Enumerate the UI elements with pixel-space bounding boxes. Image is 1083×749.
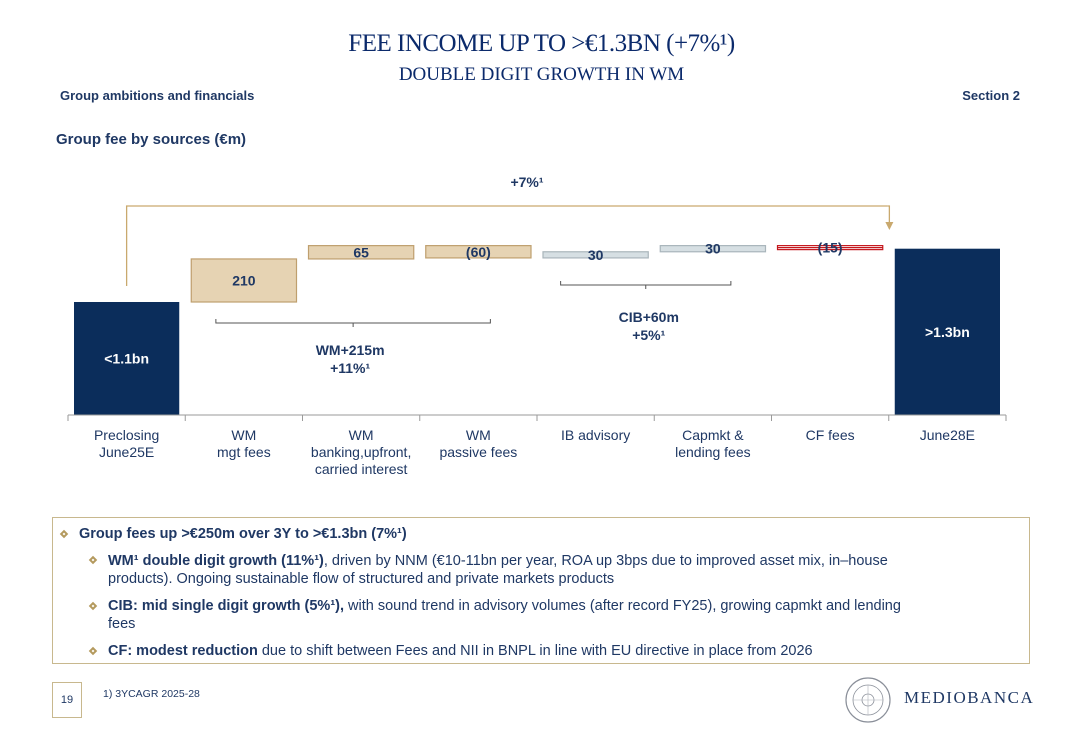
bullet-cf: CF: modest reduction due to shift between Fees and NII in BNPL in line with EU directive in place from 2026 (108, 643, 813, 659)
x-tick-label: IB advisory (561, 427, 631, 443)
section-label-right: Section 2 (962, 88, 1020, 103)
bullet-cib-cont: fees (108, 616, 136, 632)
wm-bracket (216, 319, 491, 327)
cib-group-growth: +5%¹ (632, 327, 666, 343)
bullet-wm: WM¹ double digit growth (11%¹), driven by NNM (€10-11bn per year, ROA up 3bps due to improved asset mix, in–house (108, 553, 888, 569)
growth-label: +7%¹ (510, 174, 544, 190)
cib-group-label: CIB+60m (618, 309, 679, 325)
mediobanca-seal-icon (843, 675, 893, 725)
x-tick-label: WM passive fees (439, 427, 518, 460)
bar-label: (15) (817, 239, 843, 256)
bar-label: <1.1bn (104, 350, 149, 367)
bar-label: (60) (465, 243, 491, 260)
x-tick-label: WM banking,upfront, carried interest (310, 427, 412, 477)
bar-label: 30 (705, 240, 721, 257)
bullet-cib: CIB: mid single digit growth (5%¹), with sound trend in advisory volumes (after record FY25), growing capmkt and lending (108, 598, 901, 614)
page-title: FEE INCOME UP TO >€1.3BN (+7%¹) (348, 30, 735, 57)
page-subtitle: DOUBLE DIGIT GROWTH IN WM (398, 64, 685, 85)
wm-group-label: WM+215m (315, 342, 385, 358)
bullet-wm-cont: products). Ongoing sustainable flow of structured and private markets products (108, 571, 615, 587)
growth-arrow-head-icon (885, 222, 893, 230)
x-tick-label: Preclosing June25E (93, 427, 160, 460)
bar-label: 210 (232, 272, 256, 289)
bar-label: 30 (587, 246, 604, 263)
cib-bracket (561, 281, 731, 289)
x-tick-label: CF fees (805, 427, 855, 443)
wm-group-growth: +11%¹ (330, 360, 371, 376)
bullet-main: Group fees up >€250m over 3Y to >€1.3bn (7%¹) (79, 526, 407, 542)
x-tick-label: Capmkt & lending fees (675, 427, 751, 460)
x-tick-label: WM mgt fees (217, 427, 271, 460)
section-label-left: Group ambitions and financials (60, 88, 255, 103)
growth-arrow-drop (887, 206, 889, 222)
footnote: 1) 3YCAGR 2025-28 (103, 688, 200, 700)
bar-label: 65 (353, 244, 369, 261)
bar-label: >1.3bn (925, 323, 970, 340)
chart-title: Group fee by sources (€m) (56, 131, 247, 148)
brand-logo: MEDIOBANCA (904, 688, 1035, 707)
page-number: 19 (52, 682, 82, 718)
x-tick-label: June28E (919, 427, 976, 443)
